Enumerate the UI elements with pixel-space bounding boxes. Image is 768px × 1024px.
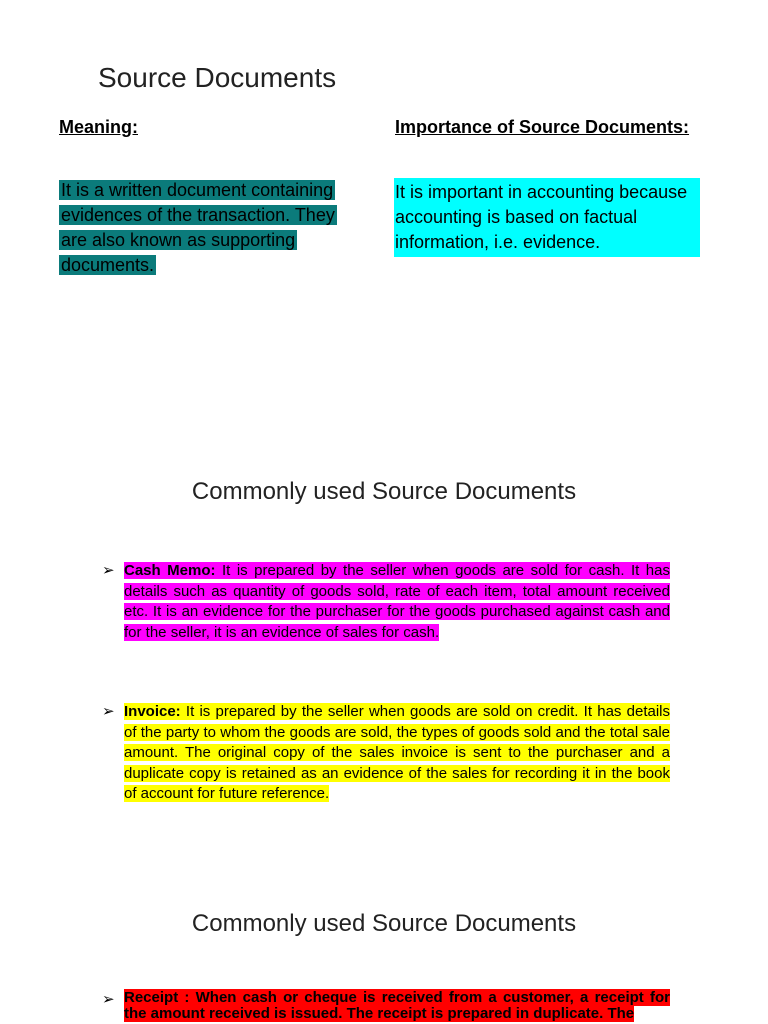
importance-text-block xyxy=(394,178,700,257)
list-item-description: It is prepared by the seller when goods are sold on credit. It has details of the party to whom the goods are sold, the types of goods sold and the total sale amount. The original copy of the sales invoice is sent to the purchaser and a duplicate copy is retained as an evidence of the sales for recording it in the book of account for future reference. xyxy=(124,703,670,803)
list-item-term: Invoice: xyxy=(124,703,181,720)
list-item-description: When cash or cheque is received from a customer, a receipt for the amount received is issued. The receipt is prepared in duplicate. The xyxy=(124,989,670,1022)
importance-text: It is important in accounting because accounting is based on factual information, i.e. evidence. xyxy=(395,182,688,252)
list-item-text xyxy=(124,561,670,643)
page-title: Source Documents xyxy=(98,62,337,93)
meaning-text-block xyxy=(59,178,364,278)
section-heading: Commonly used Source Documents xyxy=(191,478,577,505)
section-heading: Commonly used Source Documents xyxy=(191,910,577,937)
meaning-heading: Meaning: xyxy=(59,117,138,137)
bullet-arrow-icon: ➢ xyxy=(102,991,115,1008)
bullet-arrow-icon: ➢ xyxy=(102,703,115,720)
list-item-text xyxy=(124,702,670,805)
list-item-term: Receipt : xyxy=(124,989,190,1006)
importance-heading: Importance of Source Documents: xyxy=(395,117,690,137)
list-item-description: It is prepared by the seller when goods are sold for cash. It has details such as quantity of goods sold, rate of each item, total amount received etc. It is an evidence for the purchaser for the goods purchased against cash and for the seller, it is an evidence of sales for cash. xyxy=(124,562,670,641)
bullet-arrow-icon: ➢ xyxy=(102,562,115,579)
meaning-text: It is a written document containing evidences of the transaction. They are also known as supporting documents. xyxy=(61,180,335,275)
list-item-text xyxy=(124,990,670,1022)
list-item-term: Cash Memo: xyxy=(124,562,216,579)
